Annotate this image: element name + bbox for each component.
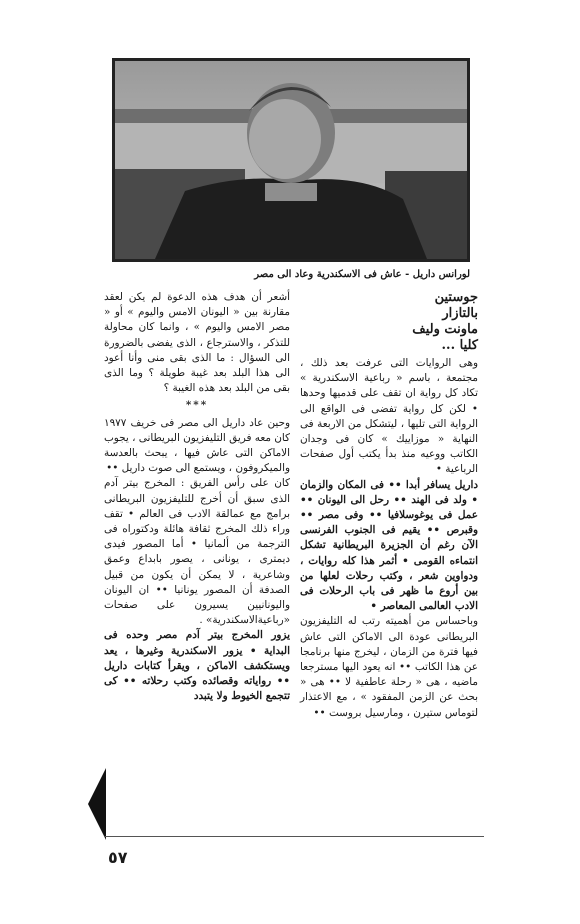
- headline-line: كليا ...: [441, 338, 478, 353]
- page-number: ٥٧: [108, 848, 128, 867]
- article-headline: [300, 290, 478, 354]
- headline-line: ماونت وليف: [412, 322, 478, 337]
- paragraph: وباحساس من أهميته رتب له التليفزيون البريطانى عودة الى الاماكن التى عاش فيها فترة من الزمان ، ليخرج منها برنامجا عن هذا الكاتب •• انه يعود اليها مسترجعا ماضيه ، هى « رحلة عاطفية لا •• هى « بحث عن الزمن المفقود » ، مع الاعتذار لتوماس ستيرن ، ومارسيل بروست ••: [300, 615, 478, 719]
- continue-arrow-icon: [88, 768, 106, 840]
- portrait-photo: [115, 61, 467, 259]
- paragraph: وهى الروايات التى عرفت بعد ذلك ، مجتمعة ، باسم « رباعية الاسكندرية » تكاد كل رواية ان تقف على قدميها وحدها • لكن كل رواية تفضى فى الواقع الى الرواية التى تليها ، ليتشكل من الاربعة فى النهاية « موزاييك » كان فى وجدان الكاتب ووعيه منذ بدأ يكتب أول صفحات الرباعية •: [300, 357, 478, 476]
- photo: [112, 58, 470, 262]
- photo-caption: لورانس داريل - عاش فى الاسكندرية وعاد الى مصر: [254, 269, 470, 280]
- headline-line: بالتازار: [442, 306, 478, 321]
- paragraph: أشعر أن هدف هذه الدعوة لم يكن لعقد مقارنة بين « اليونان الامس واليوم » أو « مصر الامس واليوم » ، وانما كان محاولة للتذكر ، والاسترجاع ، الذى يفضى بالضرورة الى السؤال : ما الذى بقى منى وأنا أعود الى هذا البلد بعد غيبة طويلة ؟ وما الذى بقى من البلد بعد هذه الغيبة ؟: [104, 291, 290, 395]
- paragraph: كان على رأس الفريق : المخرج بيتر آدم الذى سبق أن أخرج للتليفزيون البريطانى برامج مع عمالقة الادب فى العالم • تقف وراء ذلك المخرج ثقافة هائلة ودكتوراه فى الترجمة من ألمانيا • أما المصور فيدى ديمترى ، يونانى ، يصور بابداع وعمق وشاعرية ، لا يمكن أن يكون من قبيل الصدفة أن المصور يونانيا •• ان اليونان واليونانيين يسيرون على صفحات «رباعيةالاسكندرية» .: [104, 477, 290, 627]
- paragraph-bold: داريل يسافر أبدا •• فى المكان والزمان • ولد فى الهند •• رحل الى اليونان •• عمل فى يوغوسلافيا •• وفى مصر •• وقبرص •• يقيم فى الجنوب الفرنسى الآن رغم أن الجزيرة البريطانية تشكل انتماءه القومى • أثمر هذا كله روايات ، ودواوين شعر ، وكتب رحلات لعلها من بين أروع ما ظهر فى باب الرحلات فى الادب العالمى المعاصر •: [300, 478, 478, 613]
- paragraph: وحين عاد داريل الى مصر فى خريف ١٩٧٧ كان معه فريق التليفزيون البريطانى ، يجوب الاماكن التى عاش فيها ، يبحث بالعدسة والميكروفون ، ويستمع الى صوت داريل ••: [104, 416, 290, 475]
- section-separator: ***: [185, 399, 209, 412]
- paragraph-bold: يزور المخرج بيتر آدم مصر وحده فى البداية • يزور الاسكندرية وغيرها ، يعد ويستكشف الاماكن ، ويقرأ كتابات داريل •• رواياته وقصائده وكتب رحلاته •• كى تتجمع الخيوط ولا يتبدد: [104, 629, 290, 703]
- left-column: [104, 290, 290, 704]
- footer-divider: [104, 836, 484, 837]
- right-column: [300, 290, 478, 721]
- headline-line: جوستين: [434, 290, 478, 305]
